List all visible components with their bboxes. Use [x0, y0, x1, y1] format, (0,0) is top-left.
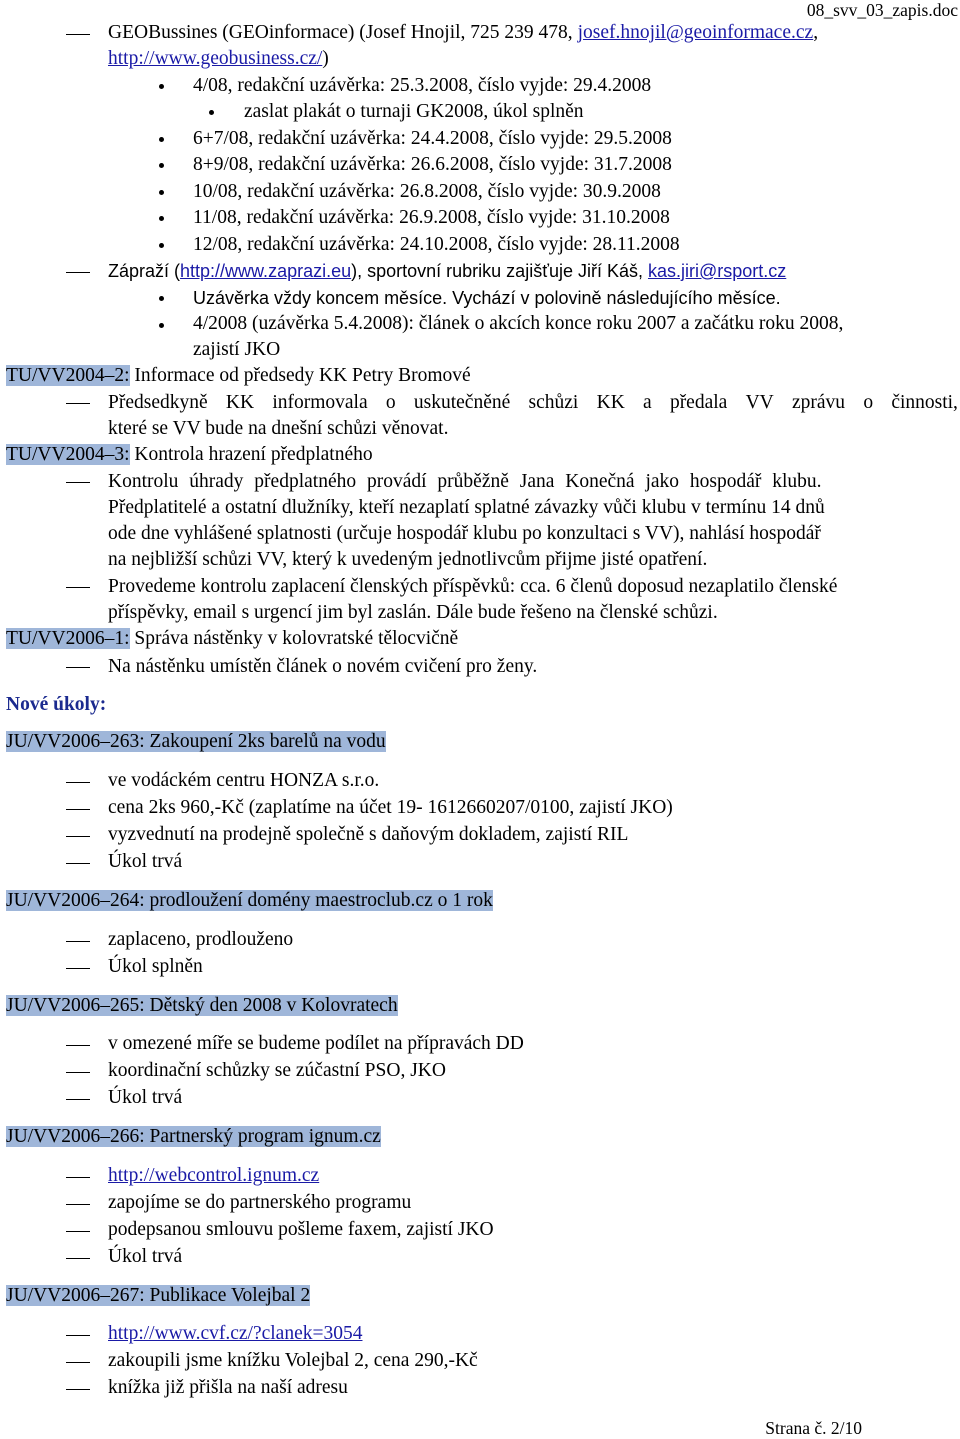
bullet-dot: [159, 243, 164, 248]
ju267-link-item: [108, 1321, 362, 1347]
bullet-dot: [159, 84, 164, 89]
word: o: [385, 392, 396, 413]
dash-bullet: [66, 941, 90, 942]
tu-2006-1-heading: TU/VV2006–1: Správa nástěnky v kolovratské tělocvičně: [6, 628, 459, 649]
tu1-text: které se VV bude na dnešní schůzi věnovat.: [108, 418, 449, 439]
ju267-item: zakoupili jsme knížku Volejbal 2, cena 290,-Kč: [108, 1350, 478, 1371]
geo-url-link[interactable]: http://www.geobusiness.cz/: [108, 48, 323, 69]
dash-bullet: [66, 1335, 90, 1336]
zaprazi-email-link[interactable]: kas.jiri@rsport.cz: [647, 261, 787, 281]
dash-bullet: [66, 968, 90, 969]
word: o: [863, 392, 874, 413]
ju266-link-item: [108, 1163, 319, 1189]
zaprazi-item: Uzávěrka vždy koncem měsíce. Vychází v polovině následujícího měsíce.: [193, 288, 781, 308]
bullet-dot: [159, 296, 164, 301]
dash-bullet: [66, 863, 90, 864]
ju265-item: v omezené míře se budeme podílet na přípravách DD: [108, 1033, 524, 1054]
dash-bullet: [66, 587, 90, 588]
word: uskutečněné: [413, 392, 511, 413]
word: a: [643, 392, 652, 413]
dash-bullet: [66, 1389, 90, 1390]
bullet-dot: [159, 216, 164, 221]
dash-bullet: [66, 782, 90, 783]
word: činnosti,: [891, 392, 958, 413]
word: VV: [745, 392, 774, 413]
dash-bullet: [66, 272, 90, 273]
ju263-item: cena 2ks 960,-Kč (zaplatíme na účet 19- 1612660207/0100, zajistí JKO): [108, 797, 673, 818]
word: KK: [596, 392, 625, 413]
geo-item: 4/08, redakční uzávěrka: 25.3.2008, číslo vyjde: 29.4.2008: [193, 75, 652, 96]
ju265-item: Úkol trvá: [108, 1087, 183, 1108]
geo-subitem: zaslat plakát o turnaji GK2008, úkol splněn: [244, 101, 584, 122]
ju266-item: Úkol trvá: [108, 1246, 183, 1267]
tu2-text: příspěvky, email s urgencí jim byl zaslán. Dále bude řešeno na členské schůzi.: [108, 602, 718, 623]
dash-bullet: [66, 1177, 90, 1178]
document-filename: 08_svv_03_zapis.doc: [806, 0, 958, 20]
ju266-item: podepsanou smlouvu pošleme faxem, zajistí JKO: [108, 1219, 494, 1240]
task-code: TU/VV2004–2:: [6, 365, 130, 386]
dash-bullet: [66, 1045, 90, 1046]
zaprazi-url-link[interactable]: http://www.zaprazi.eu: [180, 261, 352, 281]
geo-item: 12/08, redakční uzávěrka: 24.10.2008, číslo vyjde: 28.11.2008: [193, 234, 680, 255]
geo-item: 8+9/08, redakční uzávěrka: 26.6.2008, číslo vyjde: 31.7.2008: [193, 154, 672, 175]
word: KK: [225, 392, 255, 413]
zaprazi-line: Zápraží (http://www.zaprazi.eu), sportovní rubriku zajišťuje Jiří Káš, kas.jiri@rsport.cz: [108, 261, 787, 281]
dash-bullet: [66, 1072, 90, 1073]
zaprazi-item: 4/2008 (uzávěrka 5.4.2008): článek o akcích konce roku 2007 a začátku roku 2008,: [193, 313, 844, 334]
word: informovala: [272, 392, 368, 413]
ju-265-heading: JU/VV2006–265: Dětský den 2008 v Kolovratech: [6, 995, 398, 1016]
bullet-dot: [159, 137, 164, 142]
ju-267-heading: JU/VV2006–267: Publikace Volejbal 2: [6, 1285, 311, 1306]
dash-bullet: [66, 1099, 90, 1100]
word: schůzi: [528, 392, 579, 413]
dash-bullet: [66, 1204, 90, 1205]
ju263-item: vyzvednutí na prodejně společně s daňovým dokladem, zajistí RIL: [108, 824, 629, 845]
bullet-dot: [209, 110, 214, 115]
ju264-item: zaplaceno, prodlouženo: [108, 929, 294, 950]
word: zprávu: [792, 392, 846, 413]
dash-bullet: [66, 1231, 90, 1232]
geo-item: 6+7/08, redakční uzávěrka: 24.4.2008, číslo vyjde: 29.5.2008: [193, 128, 672, 149]
dash-bullet: [66, 34, 90, 35]
cvf-link[interactable]: http://www.cvf.cz/?clanek=3054: [108, 1323, 363, 1344]
task-code: TU/VV2004–3:: [6, 444, 130, 465]
geo-email-link[interactable]: josef.hnojil@geoinformace.cz: [577, 22, 814, 43]
tu-2004-3-heading: TU/VV2004–3: Kontrola hrazení předplatného: [6, 444, 373, 465]
ignum-link[interactable]: http://webcontrol.ignum.cz: [108, 1165, 320, 1186]
dash-bullet: [66, 809, 90, 810]
ju266-item: zapojíme se do partnerského programu: [108, 1192, 412, 1213]
bullet-dot: [159, 323, 164, 328]
ju-266-heading: JU/VV2006–266: Partnerský program ignum.cz: [6, 1126, 381, 1147]
page-number: Strana č. 2/10: [765, 1418, 862, 1438]
tu2-text: ode dne vyhlášené splatnosti (určuje hospodář klubu po konzultaci s VV), nahlásí hospodář: [108, 523, 821, 544]
zaprazi-item-cont: zajistí JKO: [193, 339, 281, 360]
ju263-item: Úkol trvá: [108, 851, 183, 872]
tu-2004-2-heading: TU/VV2004–2: Informace od předsedy KK Petry Bromové: [6, 365, 471, 386]
tu2-text: na nejbližší schůzi VV, který k uvedeným jednotlivcům přijme jisté opatření.: [108, 549, 708, 570]
bullet-dot: [159, 163, 164, 168]
tu2-text: Kontrolu úhrady předplatného provádí průběžně Jana Konečná jako hospodář klubu.: [108, 471, 822, 492]
ju263-item: ve vodáckém centru HONZA s.r.o.: [108, 770, 380, 791]
tu1-text: [108, 390, 958, 416]
dash-bullet: [66, 403, 90, 404]
ju264-item: Úkol splněn: [108, 956, 203, 977]
tu3-text: Na nástěnku umístěn článek o novém cvičení pro ženy.: [108, 656, 538, 677]
dash-bullet: [66, 667, 90, 668]
dash-bullet: [66, 1362, 90, 1363]
word: Předsedkyně: [108, 392, 208, 413]
tu2-text: Provedeme kontrolu zaplacení členských příspěvků: cca. 6 členů doposud nezaplatilo členské: [108, 576, 838, 597]
dash-bullet: [66, 482, 90, 483]
dash-bullet: [66, 1258, 90, 1259]
ju-263-heading: JU/VV2006–263: Zakoupení 2ks barelů na vodu: [6, 731, 386, 752]
dash-bullet: [66, 836, 90, 837]
geo-line-1: GEOBussines (GEOinformace) (Josef Hnojil, 725 239 478, josef.hnojil@geoinformace.cz,: [108, 22, 819, 43]
ju265-item: koordinační schůzky se zúčastní PSO, JKO: [108, 1060, 446, 1081]
geo-item: 11/08, redakční uzávěrka: 26.9.2008, číslo vyjde: 31.10.2008: [193, 207, 670, 228]
ju-264-heading: JU/VV2006–264: prodloužení domény maestroclub.cz o 1 rok: [6, 890, 493, 911]
new-tasks-heading: Nové úkoly:: [6, 694, 107, 715]
word: předala: [669, 392, 728, 413]
task-code: TU/VV2006–1:: [6, 628, 130, 649]
ju267-item: knížka již přišla na naší adresu: [108, 1377, 348, 1398]
geo-item: 10/08, redakční uzávěrka: 26.8.2008, číslo vyjde: 30.9.2008: [193, 181, 661, 202]
tu2-text: Předplatitelé a ostatní dlužníky, kteří nezaplatí splatné závazky vůči klubu v termínu 14 dnů: [108, 497, 825, 518]
bullet-dot: [159, 190, 164, 195]
geo-line-2: http://www.geobusiness.cz/): [108, 48, 329, 69]
